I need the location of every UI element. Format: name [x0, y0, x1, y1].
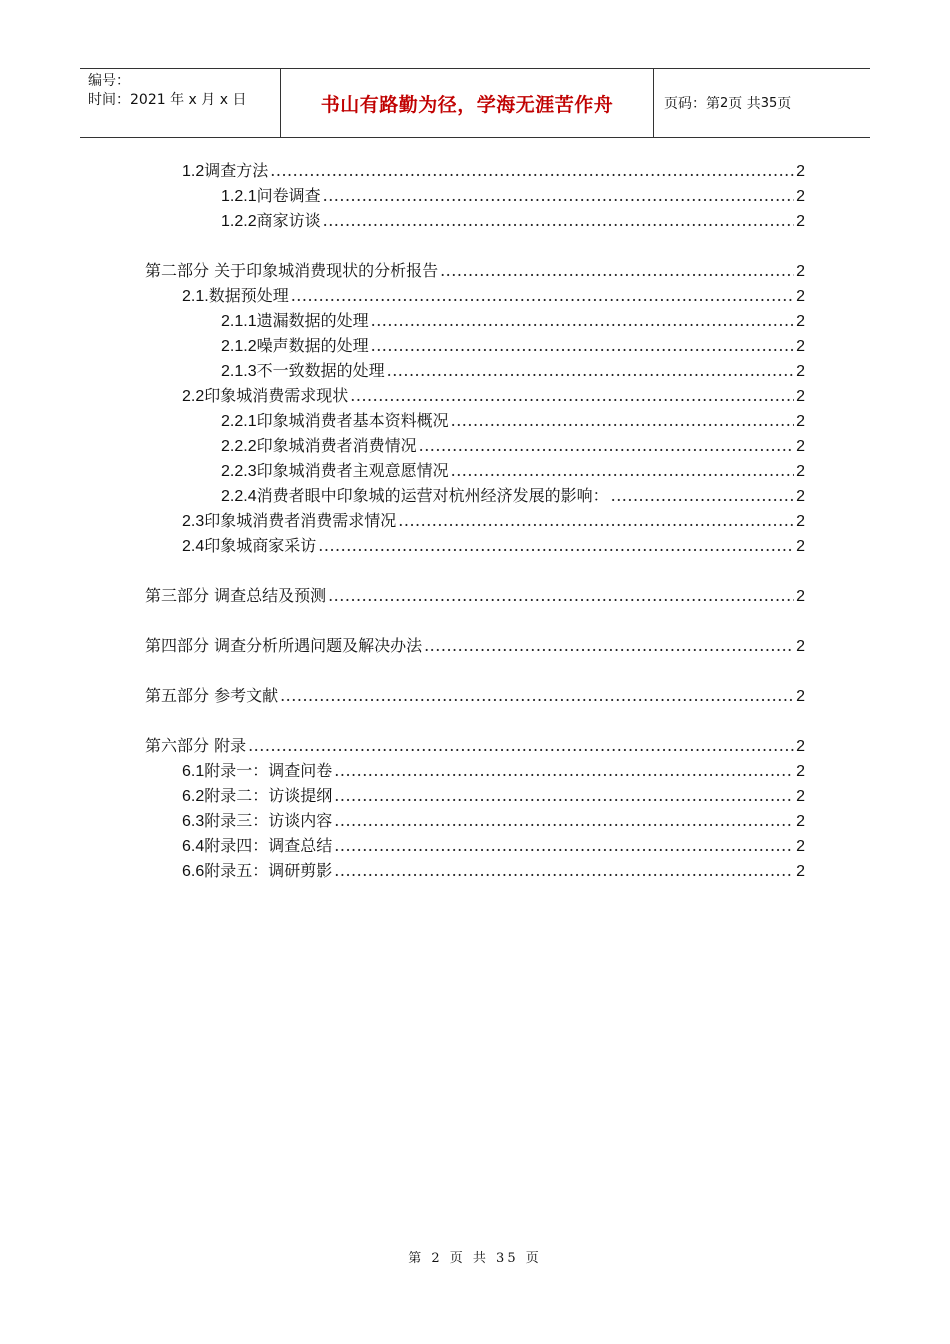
toc-leader-dots [451, 408, 794, 433]
toc-entry-number: 1.2.2 [221, 213, 257, 230]
toc-entry-page: 2 [796, 388, 805, 405]
toc-entry-number: 2.4 [182, 538, 205, 555]
toc-entry-title: 第二部分 关于印象城消费现状的分析报告 [145, 261, 439, 280]
toc-entry-title: 印象城商家采访 [204, 536, 317, 555]
toc-entry-title: 消费者眼中印象城的运营对杭州经济发展的影响： [256, 486, 609, 505]
toc-leader-dots [398, 508, 794, 533]
toc-entry[interactable] [145, 683, 805, 708]
header-meta-cell [80, 69, 281, 137]
toc-entry-number: 2.2.3 [221, 463, 257, 480]
toc-entry-number: 2.3 [182, 513, 205, 530]
toc-entry-title: 噪声数据的处理 [256, 336, 369, 355]
toc-entry[interactable] [182, 783, 805, 808]
page-suffix: 页 [777, 96, 792, 112]
toc-entry-title: 附录一：调查问卷 [204, 761, 333, 780]
current-page-number: 2 [720, 95, 729, 111]
toc-entry-page: 2 [796, 313, 805, 330]
toc-entry[interactable] [182, 383, 805, 408]
page-mid: 页 共 [728, 96, 761, 112]
header-page-cell [654, 69, 870, 137]
toc-entry[interactable] [145, 733, 805, 758]
toc-leader-dots [387, 358, 794, 383]
toc-entry[interactable] [221, 458, 805, 483]
toc-entry-page: 2 [796, 338, 805, 355]
toc-entry-title: 印象城消费者消费情况 [256, 436, 417, 455]
toc-leader-dots [334, 783, 794, 808]
toc-entry-page: 2 [796, 213, 805, 230]
toc-entry[interactable] [145, 258, 805, 283]
toc-entry-title: 遗漏数据的处理 [256, 311, 369, 330]
toc-entry-number: 2.1.2 [221, 338, 257, 355]
toc-leader-dots [291, 283, 794, 308]
toc-entry[interactable] [221, 483, 805, 508]
toc-entry[interactable] [182, 858, 805, 883]
toc-entry-title: 商家访谈 [256, 211, 321, 230]
toc-entry[interactable] [221, 183, 805, 208]
toc-leader-dots [334, 833, 794, 858]
toc-entry[interactable] [221, 333, 805, 358]
toc-entry-page: 2 [796, 438, 805, 455]
toc-entry-page: 2 [796, 538, 805, 555]
toc-entry-title: 第六部分 附录 [145, 736, 247, 755]
page-prefix: 页码：第 [664, 96, 720, 112]
toc-leader-dots [328, 583, 794, 608]
toc-entry-number: 2.2.2 [221, 438, 257, 455]
toc-entry-title: 印象城消费者主观意愿情况 [256, 461, 449, 480]
toc-entry-number: 6.3 [182, 813, 205, 830]
toc-entry-number: 2.1.1 [221, 313, 257, 330]
toc-entry-title: 第五部分 参考文献 [145, 686, 279, 705]
toc-entry[interactable] [182, 808, 805, 833]
toc-entry-page: 2 [796, 263, 805, 280]
toc-entry-title: 附录五：调研剪影 [204, 861, 333, 880]
toc-entry-page: 2 [796, 688, 805, 705]
toc-entry-page: 2 [796, 413, 805, 430]
toc-entry-page: 2 [796, 763, 805, 780]
toc-leader-dots [371, 308, 794, 333]
toc-entry-number: 6.1 [182, 763, 205, 780]
toc-entry-number: 1.2 [182, 163, 205, 180]
toc-entry[interactable] [221, 308, 805, 333]
toc-entry-number: 1.2.1 [221, 188, 257, 205]
toc-entry-title: 附录二：访谈提纲 [204, 786, 333, 805]
toc-entry-title: 印象城消费需求现状 [204, 386, 349, 405]
toc-entry[interactable] [182, 508, 805, 533]
toc-entry-page: 2 [796, 363, 805, 380]
toc-entry[interactable] [221, 408, 805, 433]
toc-leader-dots [334, 858, 794, 883]
toc-leader-dots [334, 808, 794, 833]
toc-leader-dots [280, 683, 794, 708]
toc-leader-dots [323, 208, 794, 233]
toc-entry-number: 2.1. [182, 288, 209, 305]
toc-entry-number: 6.4 [182, 838, 205, 855]
toc-entry-title: 附录三：访谈内容 [204, 811, 333, 830]
toc-entry-number: 2.2.4 [221, 488, 257, 505]
toc-entry-page: 2 [796, 588, 805, 605]
toc-entry[interactable] [221, 208, 805, 233]
toc-entry-page: 2 [796, 813, 805, 830]
toc-entry-title: 第四部分 调查分析所遇问题及解决办法 [145, 636, 423, 655]
toc-entry[interactable] [182, 158, 805, 183]
toc-entry-page: 2 [796, 288, 805, 305]
doc-number-label: 编号： [88, 73, 130, 89]
toc-leader-dots [419, 433, 794, 458]
toc-entry-page: 2 [796, 463, 805, 480]
toc-entry-number: 2.2 [182, 388, 205, 405]
toc-leader-dots [371, 333, 794, 358]
toc-entry[interactable] [182, 758, 805, 783]
page-header [80, 68, 870, 138]
toc-leader-dots [248, 733, 794, 758]
toc-entry-number: 6.2 [182, 788, 205, 805]
header-motto-cell [281, 69, 654, 137]
toc-entry-title: 数据预处理 [208, 286, 289, 305]
toc-entry-title: 附录四：调查总结 [204, 836, 333, 855]
toc-leader-dots [270, 158, 794, 183]
toc-entry-title: 调查方法 [204, 161, 269, 180]
toc-entry-title: 第三部分 调查总结及预测 [145, 586, 327, 605]
doc-date: 时间：2021 年 x 月 x 日 [88, 92, 247, 108]
toc-entry[interactable] [182, 533, 805, 558]
toc-entry-page: 2 [796, 788, 805, 805]
toc-entry-page: 2 [796, 863, 805, 880]
toc-entry-title: 不一致数据的处理 [256, 361, 385, 380]
toc-entry[interactable] [145, 583, 805, 608]
toc-leader-dots [440, 258, 794, 283]
toc-leader-dots [334, 758, 794, 783]
toc-leader-dots [350, 383, 794, 408]
toc-leader-dots [318, 533, 794, 558]
toc-leader-dots [611, 483, 794, 508]
toc-entry[interactable] [182, 833, 805, 858]
toc-entry-title: 问卷调查 [256, 186, 321, 205]
header-motto: 书山有路勤为径，学海无涯苦作舟 [320, 93, 614, 116]
toc-leader-dots [323, 183, 794, 208]
toc-entry-number: 2.2.1 [221, 413, 257, 430]
toc-leader-dots [424, 633, 794, 658]
toc-entry-title: 印象城消费者消费需求情况 [204, 511, 397, 530]
toc-entry[interactable] [182, 283, 805, 308]
toc-entry-page: 2 [796, 638, 805, 655]
total-page-number: 35 [760, 95, 778, 111]
toc-entry-page: 2 [796, 488, 805, 505]
toc-entry-page: 2 [796, 513, 805, 530]
toc-entry-page: 2 [796, 838, 805, 855]
toc-entry-title: 印象城消费者基本资料概况 [256, 411, 449, 430]
toc-leader-dots [451, 458, 794, 483]
toc-entry[interactable] [221, 433, 805, 458]
toc-entry-number: 6.6 [182, 863, 205, 880]
toc-entry-number: 2.1.3 [221, 363, 257, 380]
toc-entry-page: 2 [796, 188, 805, 205]
toc-entry-page: 2 [796, 738, 805, 755]
page-footer: 第 2 页 共 35 页 [408, 1251, 542, 1266]
toc-entry[interactable] [221, 358, 805, 383]
toc-entry[interactable] [145, 633, 805, 658]
toc-entry-page: 2 [796, 163, 805, 180]
